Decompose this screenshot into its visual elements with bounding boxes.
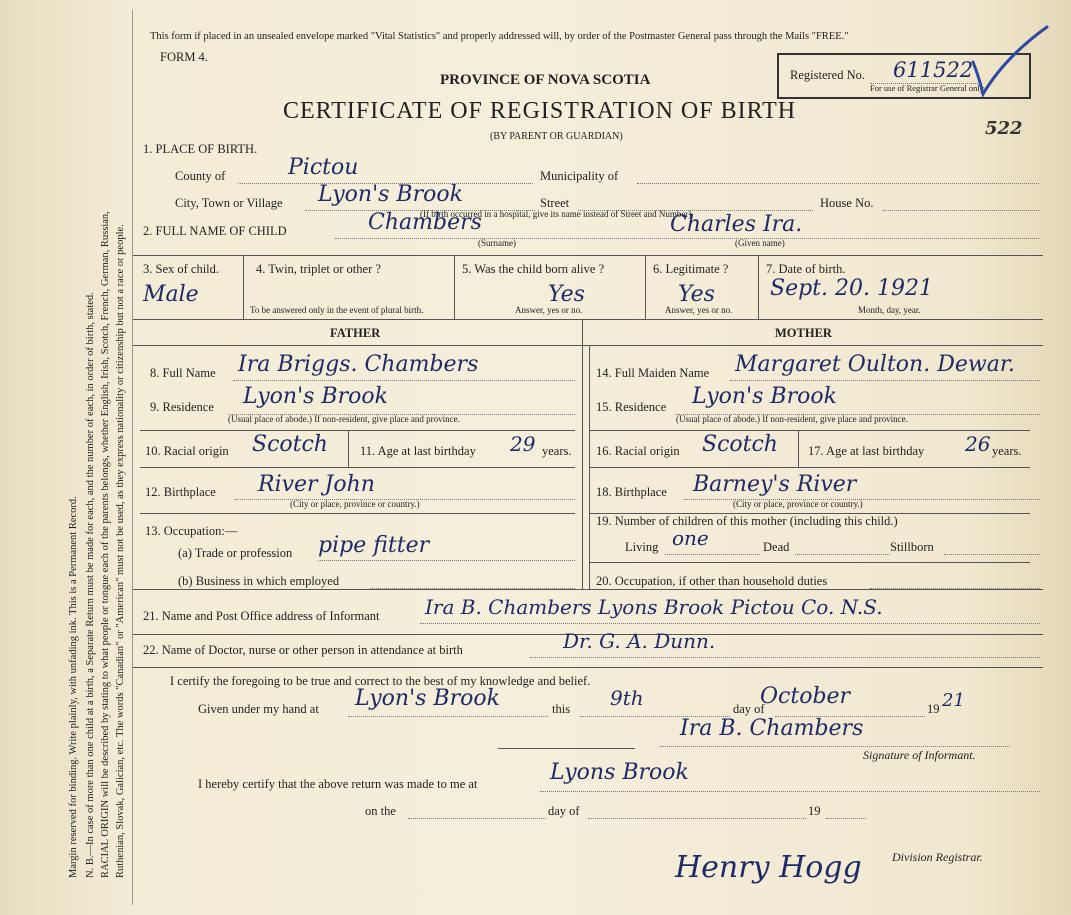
city-label: City, Town or Village bbox=[175, 196, 283, 210]
made-place-value: Lyons Brook bbox=[550, 760, 689, 785]
child-given-name: Charles Ira. bbox=[670, 212, 803, 237]
date-of-birth-label: 7. Date of birth. bbox=[766, 262, 846, 276]
mother-age-years: years. bbox=[992, 444, 1022, 458]
father-business-label: (b) Business in which employed bbox=[178, 574, 340, 588]
date-of-birth-note: Month, day, year. bbox=[858, 305, 921, 315]
father-race-value: Scotch bbox=[252, 432, 328, 457]
mother-birthplace-value: Barney's River bbox=[693, 472, 857, 497]
margin-note-nb: N. B.—In case of more than one child at a birth, a Separate Return must be made for each, and the number of each, in order of birth, stated. bbox=[85, 292, 96, 878]
father-residence-value: Lyon's Brook bbox=[243, 384, 388, 409]
hereby-certify-text: I hereby certify that the above return was made to me at bbox=[198, 777, 478, 791]
mother-residence-note: (Usual place of abode.) If non-resident, give place and province. bbox=[676, 414, 908, 424]
father-race-label: 10. Racial origin bbox=[145, 444, 229, 458]
legitimate-value: Yes bbox=[678, 282, 715, 307]
municipality-label: Municipality of bbox=[540, 169, 619, 183]
father-name-label: 8. Full Name bbox=[150, 366, 216, 380]
father-age-years: years. bbox=[542, 444, 572, 458]
living-value: one bbox=[672, 526, 709, 550]
father-residence-label: 9. Residence bbox=[150, 400, 214, 414]
registered-number: 611522 bbox=[893, 58, 974, 82]
living-label: Living bbox=[625, 540, 659, 554]
place-of-birth-heading: 1. PLACE OF BIRTH. bbox=[143, 142, 258, 156]
mother-children-label: 19. Number of children of this mother (including this child.) bbox=[596, 514, 898, 528]
on-the-label: on the bbox=[365, 804, 396, 818]
surname-note: (Surname) bbox=[478, 238, 516, 248]
dead-label: Dead bbox=[763, 540, 790, 554]
informant-label: 21. Name and Post Office address of Informant bbox=[143, 609, 380, 623]
doctor-value: Dr. G. A. Dunn. bbox=[563, 629, 716, 653]
child-surname: Chambers bbox=[368, 210, 482, 235]
father-age-value: 29 bbox=[510, 432, 536, 456]
born-alive-label: 5. Was the child born alive ? bbox=[462, 262, 605, 276]
division-registrar-label: Division Registrar. bbox=[892, 850, 983, 864]
born-alive-value: Yes bbox=[548, 282, 585, 307]
mother-occupation-label: 20. Occupation, if other than household duties bbox=[596, 574, 828, 588]
father-birthplace-note: (City or place, province or country.) bbox=[290, 499, 420, 509]
margin-note-racial-origin-cont: Ruthenian, Slovak, Galician, etc. The words "Canadian" or "American" must not be used, as they express nationality or citizenship but not a race or people. bbox=[115, 224, 126, 878]
given-place-value: Lyon's Brook bbox=[355, 686, 500, 711]
twin-note: To be answered only in the event of plural birth. bbox=[250, 305, 424, 315]
county-value: Pictou bbox=[288, 155, 359, 180]
year-suffix: 21 bbox=[942, 690, 965, 711]
certify-text: I certify the foregoing to be true and correct to the best of my knowledge and belief. bbox=[170, 674, 591, 688]
mother-name-label: 14. Full Maiden Name bbox=[596, 366, 710, 380]
informant-value: Ira B. Chambers Lyons Brook Pictou Co. N.S. bbox=[425, 595, 883, 619]
given-under-label: Given under my hand at bbox=[198, 702, 319, 716]
mail-note: This form if placed in an unsealed envelope marked "Vital Statistics" and properly addressed will, by order of the Postmaster General pass through the Mails "FREE." bbox=[150, 31, 849, 42]
province-heading: PROVINCE OF NOVA SCOTIA bbox=[440, 72, 651, 88]
father-occupation-label: 13. Occupation:— bbox=[145, 524, 238, 538]
mother-birthplace-note: (City or place, province or country.) bbox=[733, 499, 863, 509]
day-of-label: day of bbox=[733, 702, 765, 716]
certificate-title: CERTIFICATE OF REGISTRATION OF BIRTH bbox=[283, 98, 797, 124]
mother-race-label: 16. Racial origin bbox=[596, 444, 680, 458]
corner-number: 522 bbox=[985, 118, 1023, 139]
day-value: 9th bbox=[610, 686, 644, 710]
house-label: House No. bbox=[820, 196, 874, 210]
registrar-use-note: For use of Registrar General only. bbox=[870, 83, 986, 93]
sex-label: 3. Sex of child. bbox=[143, 262, 220, 276]
legitimate-note: Answer, yes or no. bbox=[665, 305, 733, 315]
legitimate-label: 6. Legitimate ? bbox=[653, 262, 729, 276]
informant-signature: Ira B. Chambers bbox=[680, 716, 864, 741]
month-value: October bbox=[760, 684, 851, 709]
sex-value: Male bbox=[143, 282, 199, 307]
stillborn-label: Stillborn bbox=[890, 540, 934, 554]
father-trade-value: pipe fitter bbox=[318, 533, 430, 558]
father-heading: FATHER bbox=[330, 326, 381, 340]
mother-birthplace-label: 18. Birthplace bbox=[596, 485, 667, 499]
this-label: this bbox=[552, 702, 571, 716]
margin-note-racial-origin: RACIAL ORIGIN will be described by stating to what people or tongue each of the parents belongs, whether English, Irish, Scotch, French, German, Russian, bbox=[100, 211, 111, 878]
registrar-signature: Henry Hogg bbox=[675, 850, 862, 885]
mother-residence-label: 15. Residence bbox=[596, 400, 667, 414]
mother-age-label: 17. Age at last birthday bbox=[808, 444, 925, 458]
check-mark-icon bbox=[965, 22, 1055, 102]
mother-name-value: Margaret Oulton. Dewar. bbox=[735, 352, 1015, 377]
father-age-label: 11. Age at last birthday bbox=[360, 444, 476, 458]
county-label: County of bbox=[175, 169, 226, 183]
certificate-subtitle: (BY PARENT OR GUARDIAN) bbox=[490, 131, 623, 142]
mother-race-value: Scotch bbox=[702, 432, 778, 457]
signature-label: Signature of Informant. bbox=[863, 748, 976, 762]
father-birthplace-label: 12. Birthplace bbox=[145, 485, 216, 499]
mother-residence-value: Lyon's Brook bbox=[692, 384, 837, 409]
born-alive-note: Answer, yes or no. bbox=[515, 305, 583, 315]
mother-heading: MOTHER bbox=[775, 326, 832, 340]
year-prefix: 19 bbox=[927, 702, 940, 716]
hospital-note: (If birth occurred in a hospital, give its name instead of Street and Number) bbox=[420, 209, 692, 219]
twin-label: 4. Twin, triplet or other ? bbox=[256, 262, 381, 276]
father-birthplace-value: River John bbox=[258, 472, 375, 497]
father-name-value: Ira Briggs. Chambers bbox=[238, 352, 479, 377]
date-of-birth-value: Sept. 20. 1921 bbox=[770, 276, 933, 301]
father-trade-label: (a) Trade or profession bbox=[178, 546, 293, 560]
form-number: FORM 4. bbox=[160, 50, 208, 64]
year-prefix-2: 19 bbox=[808, 804, 821, 818]
margin-rule bbox=[132, 10, 133, 905]
given-name-note: (Given name) bbox=[735, 238, 785, 248]
street-label: Street bbox=[540, 196, 570, 210]
mother-age-value: 26 bbox=[965, 432, 991, 456]
city-value: Lyon's Brook bbox=[318, 182, 463, 207]
father-residence-note: (Usual place of abode.) If non-resident, give place and province. bbox=[228, 414, 460, 424]
registered-label: Registered No. bbox=[790, 68, 865, 82]
child-name-label: 2. FULL NAME OF CHILD bbox=[143, 224, 287, 238]
doctor-label: 22. Name of Doctor, nurse or other person in attendance at birth bbox=[143, 643, 463, 657]
margin-note-binding: Margin reserved for binding. Write plainly, with unfading ink. This is a Permanent Record. bbox=[68, 496, 79, 878]
day-of-label-2: day of bbox=[548, 804, 580, 818]
